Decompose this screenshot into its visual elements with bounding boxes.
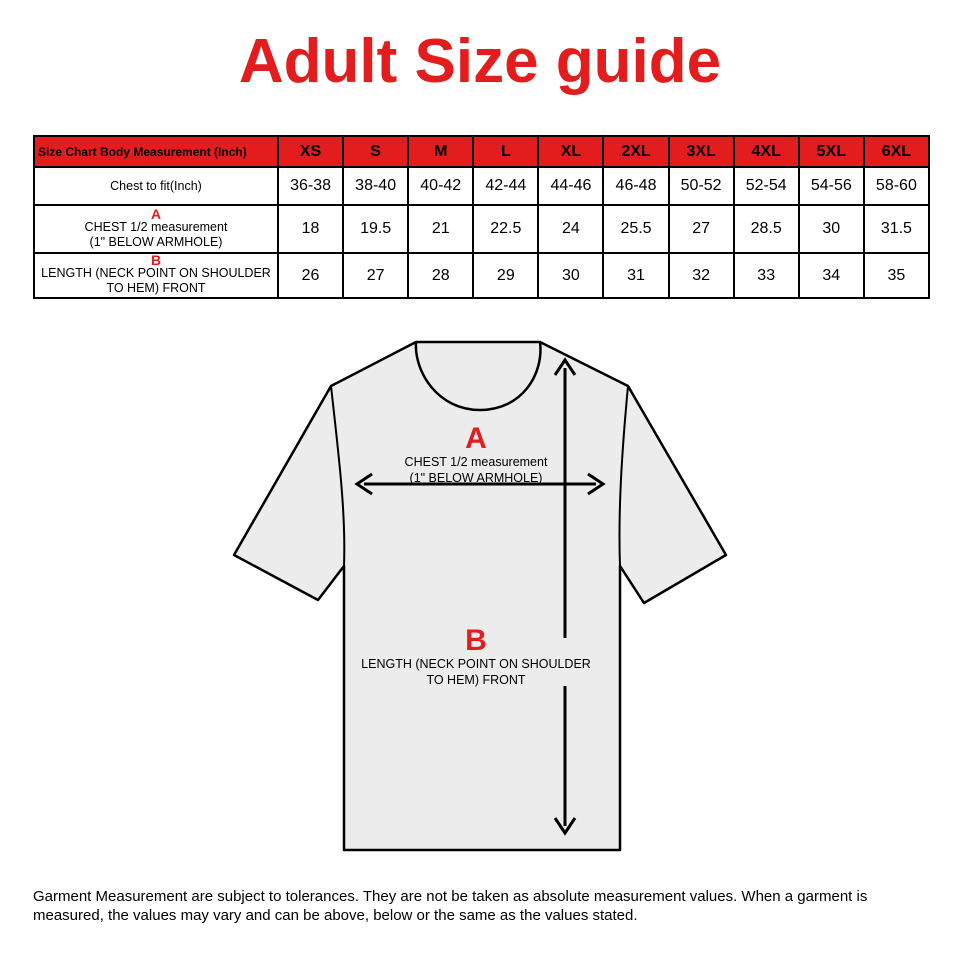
letter-b: B bbox=[465, 624, 487, 657]
size-header: 4XL bbox=[734, 136, 799, 167]
size-header: L bbox=[473, 136, 538, 167]
row-label-text: Chest to fit(Inch) bbox=[110, 178, 202, 193]
table-cell: 34 bbox=[799, 253, 864, 298]
table-cell: 30 bbox=[799, 205, 864, 253]
table-cell: 54-56 bbox=[799, 167, 864, 205]
size-header: 5XL bbox=[799, 136, 864, 167]
table-cell: 33 bbox=[734, 253, 799, 298]
table-cell: 19.5 bbox=[343, 205, 408, 253]
row-label-line1: LENGTH (NECK POINT ON SHOULDER bbox=[41, 266, 271, 280]
table-cell: 27 bbox=[343, 253, 408, 298]
table-cell: 32 bbox=[669, 253, 734, 298]
table-cell: 22.5 bbox=[473, 205, 538, 253]
table-cell: 35 bbox=[864, 253, 929, 298]
table-cell: 18 bbox=[278, 205, 343, 253]
table-cell: 30 bbox=[538, 253, 603, 298]
table-cell: 21 bbox=[408, 205, 473, 253]
size-header: S bbox=[343, 136, 408, 167]
chest-label-line2: (1" BELOW ARMHOLE) bbox=[409, 471, 543, 485]
table-cell: 25.5 bbox=[603, 205, 668, 253]
table-cell: 58-60 bbox=[864, 167, 929, 205]
tolerance-note: Garment Measurement are subject to tolerances. They are not be taken as absolute measurement values. When a garment is measured, the values may vary and can be above, below or the same as the values stated. bbox=[33, 888, 868, 924]
table-cell: 29 bbox=[473, 253, 538, 298]
table-cell: 50-52 bbox=[669, 167, 734, 205]
table-cell: 38-40 bbox=[343, 167, 408, 205]
table-cell: 28 bbox=[408, 253, 473, 298]
marker-b: B bbox=[150, 252, 162, 268]
table-cell: 44-46 bbox=[538, 167, 603, 205]
table-cell: 31.5 bbox=[864, 205, 929, 253]
size-header: XL bbox=[538, 136, 603, 167]
size-header: XS bbox=[278, 136, 343, 167]
table-cell: 36-38 bbox=[278, 167, 343, 205]
table-cell: 24 bbox=[538, 205, 603, 253]
table-cell: 28.5 bbox=[734, 205, 799, 253]
row-label-line2: TO HEM) FRONT bbox=[106, 281, 206, 295]
marker-a: A bbox=[150, 205, 162, 222]
chest-measurement-label bbox=[370, 424, 582, 486]
row-label-line2: (1" BELOW ARMHOLE) bbox=[89, 234, 223, 249]
table-header-label: Size Chart Body Measurement (Inch) bbox=[34, 136, 278, 167]
table-cell: 26 bbox=[278, 253, 343, 298]
size-header: 2XL bbox=[603, 136, 668, 167]
chest-label-line1: CHEST 1/2 measurement bbox=[404, 455, 548, 469]
size-header: 3XL bbox=[669, 136, 734, 167]
page-title: Adult Size guide bbox=[238, 27, 722, 96]
table-cell: 46-48 bbox=[603, 167, 668, 205]
table-cell: 42-44 bbox=[473, 167, 538, 205]
length-label-line1: LENGTH (NECK POINT ON SHOULDER bbox=[361, 657, 591, 671]
table-cell: 27 bbox=[669, 205, 734, 253]
size-header: 6XL bbox=[864, 136, 929, 167]
length-label-line2: TO HEM) FRONT bbox=[426, 673, 526, 687]
table-cell: 52-54 bbox=[734, 167, 799, 205]
size-header: M bbox=[408, 136, 473, 167]
table-cell: 40-42 bbox=[408, 167, 473, 205]
tshirt-outline bbox=[234, 342, 726, 850]
table-cell: 31 bbox=[603, 253, 668, 298]
letter-a: A bbox=[465, 422, 487, 455]
row-label-line1: CHEST 1/2 measurement bbox=[84, 219, 228, 234]
length-measurement-label bbox=[350, 626, 602, 688]
